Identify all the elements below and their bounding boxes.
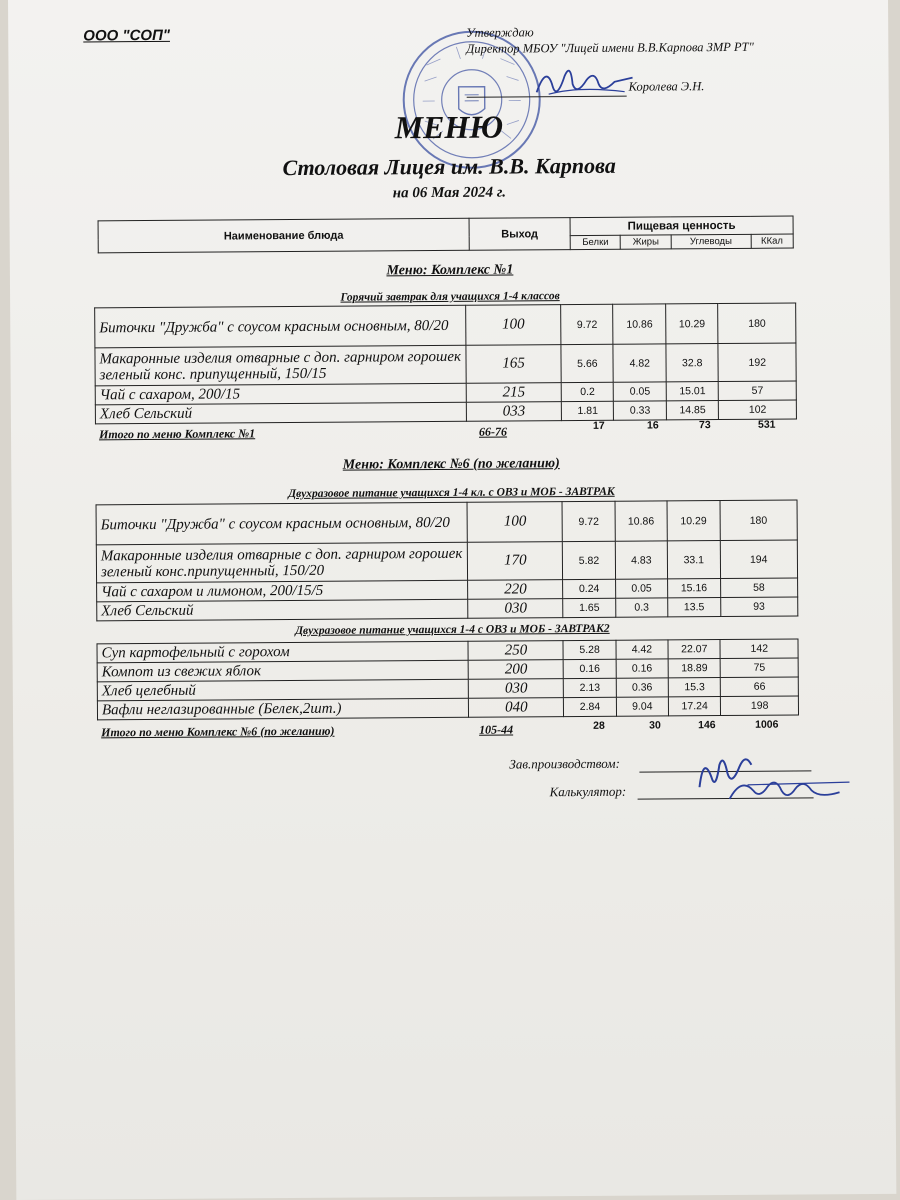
dish-name: Чай с сахаром, 200/15 [95,383,466,405]
dish-name: Суп картофельный с горохом [97,641,468,663]
dish-output: 250 [468,641,563,661]
dish-kcal: 198 [721,696,799,716]
dish-protein: 5.82 [563,541,616,579]
organization-name: ООО "СОП" [83,26,170,45]
menu-date: на 06 Мая 2024 г. [392,184,507,202]
page-subtitle: Столовая Лицея им. В.В. Карпова [282,152,616,181]
dish-fat: 0.33 [614,401,667,420]
complex1-total-carbs: 73 [698,419,711,432]
dish-carbs: 22.07 [668,640,721,659]
dish-fat: 0.05 [614,382,667,401]
dish-fat: 0.16 [616,659,668,678]
dish-fat: 10.86 [613,304,666,344]
dish-output: 100 [467,502,562,543]
table-row [97,696,798,720]
table-row [96,540,797,583]
dish-output: 030 [468,599,563,619]
complex1-table [94,303,797,425]
dish-protein: 2.84 [564,697,616,716]
dish-carbs: 15.3 [668,678,721,697]
col-kcal-header: ККал [751,234,794,248]
staff-signature [689,746,859,807]
director-name: Королева Э.Н. [628,79,705,94]
complex6-title: Меню: Комплекс №6 (по желанию) [342,456,560,473]
calculator-label: Калькулятор: [549,783,627,800]
dish-fat: 9.04 [616,697,668,716]
dish-output: 040 [469,698,564,718]
dish-protein: 5.66 [561,344,614,382]
dish-kcal: 180 [718,303,796,344]
dish-protein: 0.24 [563,579,615,598]
dish-carbs: 13.5 [668,598,721,617]
complex6-total-label: Итого по меню Комплекс №6 (по желанию) [101,723,335,740]
dish-name: Хлеб целебный [97,679,468,701]
dish-name: Биточки "Дружба" с соусом красным основным, 80/20 [95,305,466,348]
dish-output: 030 [469,679,564,699]
dish-carbs: 17.24 [668,697,721,716]
dish-name: Вафли неглазированные (Белек,2шт.) [97,698,468,720]
dish-protein: 9.72 [561,304,614,344]
dish-name: Компот из свежих яблок [97,660,468,682]
dish-fat: 0.36 [616,678,668,697]
dish-protein: 0.2 [561,382,613,401]
dish-kcal: 75 [721,658,799,678]
menu-header-table [98,216,794,254]
dish-fat: 4.82 [613,344,666,382]
complex6-subtitle-breakfast: Двухразовое питание учащихся 1-4 кл. с ОВЗ и МОБ - ЗАВТРАК [288,485,615,501]
dish-output: 215 [466,383,561,403]
dish-carbs: 15.01 [666,382,719,401]
complex1-total-kcal: 531 [757,418,776,431]
complex6-total-fat: 30 [649,719,661,732]
dish-fat: 0.05 [615,579,668,598]
dish-output: 033 [466,402,561,422]
dish-name: Чай с сахаром и лимоном, 200/15/5 [97,580,469,602]
dish-output: 220 [468,580,563,600]
dish-kcal: 102 [719,400,797,420]
dish-output: 100 [466,305,561,346]
production-head-label: Зав.производством: [509,755,620,772]
complex1-total-label: Итого по меню Комплекс №1 [98,426,256,442]
table-row [96,500,797,545]
approval-block [466,22,796,56]
complex6-total-output: 105-44 [479,722,514,737]
document-sheet [8,0,896,1200]
complex1-total-protein: 17 [592,419,605,432]
dish-kcal: 192 [718,343,796,382]
dish-fat: 4.42 [616,640,668,659]
dish-protein: 5.28 [563,640,615,659]
complex6-breakfast-table [96,500,799,622]
table-row [97,597,798,621]
complex6-subtitle-breakfast2: Двухразовое питание учащихся 1-4 с ОВЗ и МОБ - ЗАВТРАК2 [295,622,610,638]
dish-name: Хлеб Сельский [95,402,466,424]
dish-kcal: 194 [720,540,798,579]
dish-name: Макаронные изделия отварные с доп. гарниром горошек зеленый конс.припущенный, 150/20 [96,542,468,583]
dish-output: 170 [468,542,563,581]
dish-fat: 4.83 [615,541,668,579]
complex1-title: Меню: Комплекс №1 [386,262,514,279]
director-signature [528,56,638,107]
col-output-header: Выход [469,218,570,251]
dish-carbs: 10.29 [666,304,719,344]
complex1-total-output: 66-76 [478,424,508,439]
approval-label: Утверждаю [466,25,534,40]
complex1-total-fat: 16 [646,419,659,432]
col-protein-header: Белки [570,235,621,249]
approval-position: Директор МБОУ "Лицей имени В.В.Карпова ЗМР РТ" [466,39,754,56]
dish-output: 165 [466,345,561,384]
complex6-total-carbs: 146 [698,719,716,732]
dish-protein: 1.81 [561,401,613,420]
col-nutrition-header: Пищевая ценность [570,216,793,236]
dish-fat: 10.86 [615,501,668,541]
col-carbs-header: Углеводы [671,234,751,249]
dish-name: Макаронные изделия отварные с доп. гарниром горошек зеленый конс. припущенный, 150/15 [95,345,466,386]
table-row [95,303,796,348]
complex6-total-kcal: 1006 [755,718,779,731]
dish-carbs: 14.85 [666,401,719,420]
dish-kcal: 93 [720,597,798,617]
dish-kcal: 142 [720,639,798,659]
dish-carbs: 32.8 [666,344,719,382]
dish-kcal: 180 [720,500,798,541]
complex1-subtitle: Горячий завтрак для учащихся 1-4 классов [340,290,560,304]
page-title: МЕНЮ [394,108,504,146]
dish-name: Биточки "Дружба" с соусом красным основным, 80/20 [96,502,468,545]
dish-output: 200 [468,660,563,680]
dish-kcal: 57 [719,381,797,401]
dish-carbs: 10.29 [667,501,720,541]
complex6-breakfast2-table [96,638,799,720]
dish-carbs: 15.16 [668,579,721,598]
dish-kcal: 58 [720,578,798,598]
dish-fat: 0.3 [615,598,668,617]
col-name-header: Наименование блюда [98,218,469,253]
dish-name: Хлеб Сельский [97,599,469,621]
col-fat-header: Жиры [621,235,671,249]
dish-kcal: 66 [721,677,799,697]
dish-carbs: 18.89 [668,659,721,678]
dish-protein: 9.72 [562,501,615,541]
dish-carbs: 33.1 [667,541,720,579]
table-row [95,343,796,386]
dish-protein: 2.13 [564,678,616,697]
dish-protein: 0.16 [564,659,616,678]
table-row [95,400,796,424]
complex6-total-protein: 28 [593,719,605,732]
dish-protein: 1.65 [563,598,615,617]
